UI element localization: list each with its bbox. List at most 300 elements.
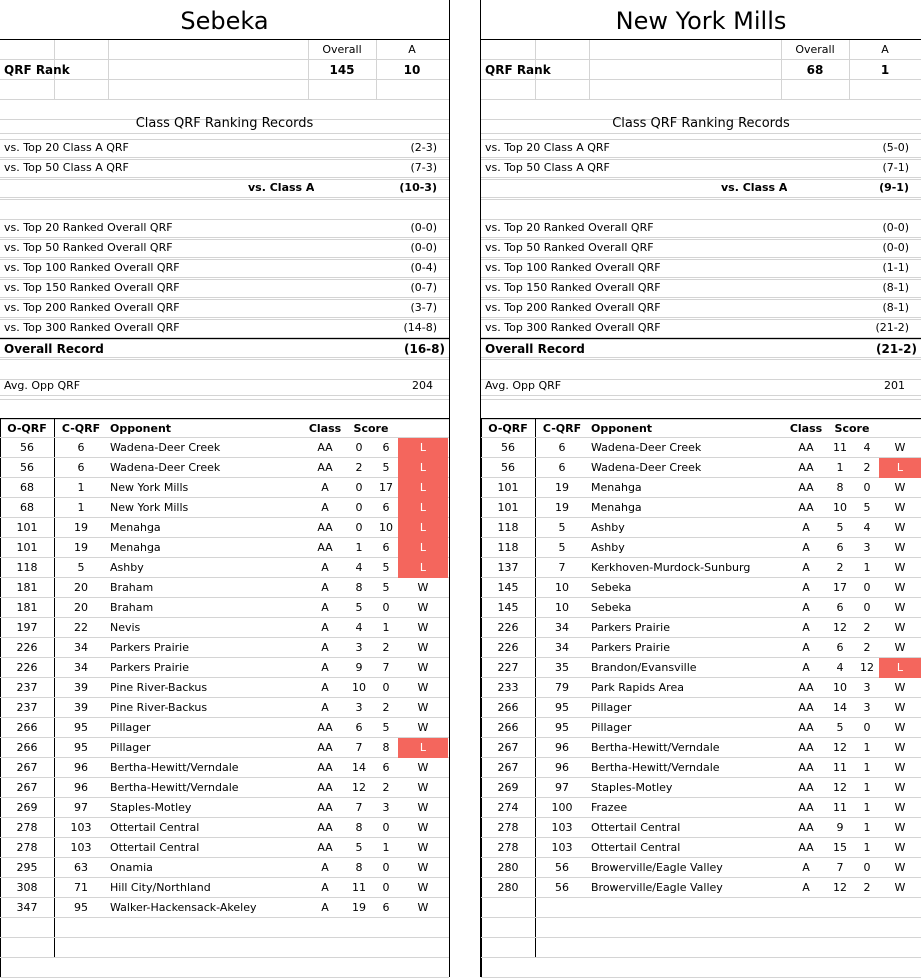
opponent-name: Ottertail Central bbox=[591, 821, 681, 834]
result-badge: W bbox=[894, 601, 906, 614]
qrf-rank-class: 10 bbox=[403, 63, 421, 77]
score-for: 2 bbox=[836, 561, 844, 574]
game-row bbox=[0, 898, 449, 918]
opponent-name: Pillager bbox=[591, 721, 632, 734]
score-against: 5 bbox=[382, 461, 390, 474]
opponent-class: A bbox=[802, 861, 810, 874]
opp-overall-qrf: 56 bbox=[501, 441, 515, 454]
opponent-name: Wadena-Deer Creek bbox=[110, 441, 221, 454]
opponent-class: AA bbox=[798, 741, 814, 754]
score-for: 0 bbox=[355, 481, 363, 494]
grid-row bbox=[0, 60, 449, 80]
opp-class-qrf: 34 bbox=[555, 641, 569, 654]
opp-class-qrf: 20 bbox=[74, 601, 88, 614]
score-for: 14 bbox=[352, 761, 366, 774]
game-row bbox=[481, 658, 921, 678]
score-for: 11 bbox=[352, 881, 366, 894]
record-value: (0-0) bbox=[882, 221, 909, 234]
score-against: 1 bbox=[863, 781, 871, 794]
record-value: (0-7) bbox=[410, 281, 437, 294]
game-row bbox=[481, 758, 921, 778]
score-for: 12 bbox=[833, 621, 847, 634]
score-for: 0 bbox=[355, 441, 363, 454]
score-for: 5 bbox=[836, 521, 844, 534]
score-for: 2 bbox=[355, 461, 363, 474]
opp-overall-qrf: 266 bbox=[497, 721, 519, 734]
opp-overall-qrf: 181 bbox=[16, 581, 38, 594]
opponent-class: AA bbox=[317, 741, 333, 754]
score-for: 6 bbox=[836, 641, 844, 654]
qrf-rank-overall: 145 bbox=[329, 63, 355, 77]
opponent-name: Pine River-Backus bbox=[110, 681, 208, 694]
record-value: (0-4) bbox=[410, 261, 437, 274]
score-for: 8 bbox=[355, 581, 363, 594]
opp-overall-qrf: 267 bbox=[16, 781, 38, 794]
result-badge: L bbox=[398, 498, 448, 518]
score-against: 10 bbox=[379, 521, 393, 534]
result-badge: W bbox=[894, 541, 906, 554]
score-against: 0 bbox=[863, 581, 871, 594]
grid-row bbox=[481, 60, 921, 80]
col-cqrf: C-QRF bbox=[61, 422, 101, 435]
grid-row bbox=[0, 258, 449, 278]
opponent-name: Wadena-Deer Creek bbox=[110, 461, 221, 474]
opp-overall-qrf: 145 bbox=[497, 581, 519, 594]
opponent-class: A bbox=[321, 881, 329, 894]
result-badge: W bbox=[417, 601, 429, 614]
score-against: 1 bbox=[382, 841, 390, 854]
grid-row bbox=[481, 178, 921, 198]
score-for: 19 bbox=[352, 901, 366, 914]
result-badge: L bbox=[398, 538, 448, 558]
result-badge: W bbox=[417, 641, 429, 654]
grid-row bbox=[0, 40, 449, 60]
result-badge: L bbox=[398, 518, 448, 538]
game-row bbox=[0, 498, 449, 518]
opp-overall-qrf: 295 bbox=[16, 861, 38, 874]
opponent-class: A bbox=[802, 601, 810, 614]
score-for: 10 bbox=[833, 681, 847, 694]
opponent-class: AA bbox=[317, 541, 333, 554]
opponent-class: AA bbox=[317, 761, 333, 774]
score-for: 3 bbox=[355, 701, 363, 714]
game-row bbox=[481, 738, 921, 758]
col-class: Class bbox=[308, 422, 342, 435]
empty-row bbox=[0, 938, 449, 958]
opp-overall-qrf: 101 bbox=[497, 501, 519, 514]
record-label: vs. Top 50 Class A QRF bbox=[485, 161, 610, 174]
score-against: 0 bbox=[863, 481, 871, 494]
opponent-name: Parkers Prairie bbox=[591, 641, 671, 654]
opp-class-qrf: 95 bbox=[74, 901, 88, 914]
record-label: vs. Top 50 Class A QRF bbox=[4, 161, 129, 174]
opp-overall-qrf: 308 bbox=[16, 881, 38, 894]
result-badge: W bbox=[894, 821, 906, 834]
opponent-class: A bbox=[321, 641, 329, 654]
opponent-class: A bbox=[321, 501, 329, 514]
record-value: (7-1) bbox=[882, 161, 909, 174]
game-row bbox=[481, 838, 921, 858]
result-badge: W bbox=[417, 761, 429, 774]
qrf-rank-label: QRF Rank bbox=[4, 63, 70, 77]
opp-class-qrf: 56 bbox=[555, 881, 569, 894]
game-row bbox=[0, 598, 449, 618]
score-against: 1 bbox=[863, 561, 871, 574]
record-value: (0-0) bbox=[410, 241, 437, 254]
opponent-class: A bbox=[802, 881, 810, 894]
result-badge: W bbox=[894, 501, 906, 514]
grid-row bbox=[0, 218, 449, 238]
grid-row bbox=[481, 278, 921, 298]
col-opponent: Opponent bbox=[591, 422, 653, 435]
grid-row bbox=[481, 158, 921, 178]
result-badge: L bbox=[398, 458, 448, 478]
opponent-name: Ashby bbox=[591, 541, 625, 554]
score-against: 0 bbox=[863, 861, 871, 874]
grid-row bbox=[0, 114, 449, 134]
score-against: 0 bbox=[382, 821, 390, 834]
score-against: 8 bbox=[382, 741, 390, 754]
opp-overall-qrf: 278 bbox=[16, 821, 38, 834]
opp-overall-qrf: 226 bbox=[497, 641, 519, 654]
result-badge: W bbox=[894, 761, 906, 774]
opponent-class: A bbox=[321, 661, 329, 674]
record-value: (14-8) bbox=[403, 321, 437, 334]
opp-overall-qrf: 137 bbox=[497, 561, 519, 574]
opponent-class: A bbox=[321, 481, 329, 494]
result-badge: L bbox=[398, 438, 448, 458]
opponent-name: Braham bbox=[110, 601, 154, 614]
result-badge: W bbox=[894, 621, 906, 634]
game-row bbox=[481, 438, 921, 458]
opponent-name: New York Mills bbox=[110, 481, 189, 494]
grid-row bbox=[481, 400, 921, 420]
opp-class-qrf: 100 bbox=[551, 801, 573, 814]
avg-opp-label: Avg. Opp QRF bbox=[4, 379, 81, 392]
score-against: 1 bbox=[863, 821, 871, 834]
grid-row bbox=[481, 114, 921, 134]
col-oqrf: O-QRF bbox=[488, 422, 528, 435]
opp-class-qrf: 22 bbox=[74, 621, 88, 634]
score-for: 6 bbox=[355, 721, 363, 734]
opponent-name: Sebeka bbox=[591, 581, 632, 594]
score-against: 0 bbox=[382, 601, 390, 614]
grid-row bbox=[0, 278, 449, 298]
result-badge: W bbox=[894, 881, 906, 894]
score-for: 17 bbox=[833, 581, 847, 594]
opponent-name: Sebeka bbox=[591, 601, 632, 614]
opp-overall-qrf: 274 bbox=[497, 801, 519, 814]
opp-class-qrf: 96 bbox=[74, 761, 88, 774]
opp-class-qrf: 20 bbox=[74, 581, 88, 594]
score-against: 2 bbox=[863, 461, 871, 474]
opponent-class: AA bbox=[798, 841, 814, 854]
opponent-class: AA bbox=[798, 461, 814, 474]
score-for: 7 bbox=[355, 801, 363, 814]
grid-row bbox=[481, 238, 921, 258]
opp-overall-qrf: 233 bbox=[497, 681, 519, 694]
opponent-class: AA bbox=[317, 781, 333, 794]
record-value: (21-2) bbox=[875, 321, 909, 334]
score-against: 17 bbox=[379, 481, 393, 494]
col-opponent: Opponent bbox=[110, 422, 172, 435]
score-against: 6 bbox=[382, 441, 390, 454]
game-row bbox=[0, 858, 449, 878]
opponent-class: AA bbox=[317, 841, 333, 854]
game-row bbox=[481, 858, 921, 878]
opponent-name: Staples-Motley bbox=[110, 801, 192, 814]
game-row bbox=[481, 638, 921, 658]
result-badge: W bbox=[417, 781, 429, 794]
grid-row bbox=[0, 138, 449, 158]
game-row bbox=[0, 758, 449, 778]
vs-class-label: vs. Class A bbox=[721, 181, 788, 194]
opp-class-qrf: 71 bbox=[74, 881, 88, 894]
opp-overall-qrf: 56 bbox=[20, 461, 34, 474]
grid-row bbox=[481, 80, 921, 100]
score-against: 2 bbox=[382, 781, 390, 794]
vs-class-value: (9-1) bbox=[879, 181, 909, 194]
result-badge: W bbox=[417, 681, 429, 694]
grid-row bbox=[0, 200, 449, 220]
opp-class-qrf: 103 bbox=[551, 841, 573, 854]
score-for: 14 bbox=[833, 701, 847, 714]
opp-overall-qrf: 145 bbox=[497, 601, 519, 614]
opponent-class: A bbox=[802, 581, 810, 594]
record-value: (3-7) bbox=[410, 301, 437, 314]
opponent-class: A bbox=[802, 561, 810, 574]
opponent-class: A bbox=[321, 681, 329, 694]
opponent-name: Ottertail Central bbox=[110, 841, 200, 854]
opponent-class: A bbox=[802, 621, 810, 634]
opp-class-qrf: 39 bbox=[74, 701, 88, 714]
score-against: 2 bbox=[863, 881, 871, 894]
score-against: 2 bbox=[863, 621, 871, 634]
game-row bbox=[481, 598, 921, 618]
vs-class-label: vs. Class A bbox=[248, 181, 315, 194]
score-for: 10 bbox=[833, 501, 847, 514]
opponent-class: A bbox=[802, 641, 810, 654]
section-title: Class QRF Ranking Records bbox=[612, 116, 790, 131]
score-against: 5 bbox=[382, 581, 390, 594]
opp-class-qrf: 10 bbox=[555, 601, 569, 614]
opp-overall-qrf: 269 bbox=[16, 801, 38, 814]
result-badge: W bbox=[417, 581, 429, 594]
opponent-class: A bbox=[802, 541, 810, 554]
score-against: 0 bbox=[382, 681, 390, 694]
game-row bbox=[481, 578, 921, 598]
score-against: 0 bbox=[863, 601, 871, 614]
grid-row bbox=[481, 298, 921, 318]
record-value: (8-1) bbox=[882, 281, 909, 294]
score-for: 6 bbox=[836, 541, 844, 554]
result-badge: W bbox=[894, 701, 906, 714]
opponent-name: Wadena-Deer Creek bbox=[591, 461, 702, 474]
game-row bbox=[0, 678, 449, 698]
opponent-class: AA bbox=[317, 461, 333, 474]
score-against: 1 bbox=[863, 801, 871, 814]
opponent-class: AA bbox=[798, 781, 814, 794]
grid-row bbox=[481, 138, 921, 158]
opponent-name: Browerville/Eagle Valley bbox=[591, 861, 723, 874]
grid-row bbox=[0, 298, 449, 318]
score-for: 9 bbox=[836, 821, 844, 834]
col-oqrf: O-QRF bbox=[7, 422, 47, 435]
opp-overall-qrf: 101 bbox=[497, 481, 519, 494]
empty-row bbox=[481, 918, 921, 938]
result-badge: W bbox=[417, 801, 429, 814]
overall-record-value: (16-8) bbox=[404, 342, 445, 356]
result-badge: W bbox=[894, 561, 906, 574]
record-label: vs. Top 150 Ranked Overall QRF bbox=[4, 281, 180, 294]
game-row bbox=[481, 778, 921, 798]
game-row bbox=[481, 518, 921, 538]
overall-record-label: Overall Record bbox=[4, 342, 104, 356]
result-badge: L bbox=[879, 458, 921, 478]
opponent-class: A bbox=[321, 621, 329, 634]
opp-overall-qrf: 118 bbox=[497, 521, 519, 534]
grid-row bbox=[481, 318, 921, 338]
result-badge: W bbox=[417, 861, 429, 874]
opp-overall-qrf: 266 bbox=[16, 721, 38, 734]
col-class: Class bbox=[789, 422, 823, 435]
team-title: Sebeka bbox=[0, 0, 449, 40]
opponent-name: Ottertail Central bbox=[110, 821, 200, 834]
opp-class-qrf: 5 bbox=[558, 541, 566, 554]
col-score: Score bbox=[353, 422, 389, 435]
empty-row bbox=[0, 958, 449, 978]
record-label: vs. Top 20 Ranked Overall QRF bbox=[4, 221, 173, 234]
opp-class-qrf: 1 bbox=[77, 481, 85, 494]
opponent-name: Parkers Prairie bbox=[591, 621, 671, 634]
opponent-name: Walker-Hackensack-Akeley bbox=[110, 901, 257, 914]
qrf-rank-overall: 68 bbox=[806, 63, 824, 77]
record-label: vs. Top 100 Ranked Overall QRF bbox=[485, 261, 661, 274]
avg-opp-value: 204 bbox=[412, 379, 433, 392]
overall-header: Overall bbox=[795, 43, 835, 56]
score-against: 1 bbox=[863, 741, 871, 754]
opponent-class: AA bbox=[798, 721, 814, 734]
opp-overall-qrf: 278 bbox=[497, 821, 519, 834]
score-against: 0 bbox=[382, 881, 390, 894]
record-label: vs. Top 200 Ranked Overall QRF bbox=[4, 301, 180, 314]
opponent-name: Wadena-Deer Creek bbox=[591, 441, 702, 454]
result-badge: W bbox=[894, 861, 906, 874]
opponent-class: AA bbox=[317, 801, 333, 814]
game-row bbox=[481, 458, 921, 478]
result-badge: W bbox=[417, 721, 429, 734]
opp-overall-qrf: 267 bbox=[16, 761, 38, 774]
col-cqrf: C-QRF bbox=[542, 422, 582, 435]
opp-class-qrf: 34 bbox=[555, 621, 569, 634]
opp-overall-qrf: 347 bbox=[16, 901, 38, 914]
grid-row bbox=[0, 400, 449, 420]
score-against: 6 bbox=[382, 541, 390, 554]
opp-class-qrf: 63 bbox=[74, 861, 88, 874]
game-row bbox=[0, 698, 449, 718]
score-against: 7 bbox=[382, 661, 390, 674]
grid-row bbox=[0, 338, 449, 358]
record-label: vs. Top 300 Ranked Overall QRF bbox=[4, 321, 180, 334]
opp-overall-qrf: 197 bbox=[16, 621, 38, 634]
opponent-name: Menahga bbox=[110, 521, 161, 534]
opp-overall-qrf: 226 bbox=[16, 661, 38, 674]
grid-row bbox=[0, 418, 449, 438]
game-row bbox=[0, 558, 449, 578]
opponent-name: Ottertail Central bbox=[591, 841, 681, 854]
score-against: 4 bbox=[863, 521, 871, 534]
game-row bbox=[481, 818, 921, 838]
opp-class-qrf: 103 bbox=[70, 841, 92, 854]
score-for: 8 bbox=[355, 861, 363, 874]
opp-overall-qrf: 101 bbox=[16, 541, 38, 554]
opponent-name: Ashby bbox=[591, 521, 625, 534]
opponent-class: AA bbox=[798, 821, 814, 834]
vs-class-value: (10-3) bbox=[399, 181, 437, 194]
game-row bbox=[481, 678, 921, 698]
score-for: 11 bbox=[833, 801, 847, 814]
opponent-name: Nevis bbox=[110, 621, 141, 634]
game-row bbox=[481, 798, 921, 818]
game-row bbox=[0, 638, 449, 658]
result-badge: W bbox=[417, 881, 429, 894]
result-badge: W bbox=[894, 521, 906, 534]
record-value: (5-0) bbox=[882, 141, 909, 154]
score-against: 3 bbox=[863, 681, 871, 694]
opp-class-qrf: 95 bbox=[74, 741, 88, 754]
opponent-name: Frazee bbox=[591, 801, 628, 814]
record-label: vs. Top 100 Ranked Overall QRF bbox=[4, 261, 180, 274]
opp-overall-qrf: 237 bbox=[16, 701, 38, 714]
game-row bbox=[481, 558, 921, 578]
grid-row bbox=[0, 178, 449, 198]
result-badge: W bbox=[894, 741, 906, 754]
score-for: 4 bbox=[836, 661, 844, 674]
grid-row bbox=[481, 338, 921, 358]
avg-opp-label: Avg. Opp QRF bbox=[485, 379, 562, 392]
game-row bbox=[0, 738, 449, 758]
opponent-class: A bbox=[321, 861, 329, 874]
game-row bbox=[0, 518, 449, 538]
record-label: vs. Top 20 Ranked Overall QRF bbox=[485, 221, 654, 234]
record-label: vs. Top 50 Ranked Overall QRF bbox=[485, 241, 654, 254]
grid-row bbox=[0, 80, 449, 100]
score-for: 8 bbox=[836, 481, 844, 494]
opp-overall-qrf: 237 bbox=[16, 681, 38, 694]
score-against: 12 bbox=[860, 661, 874, 674]
opp-class-qrf: 79 bbox=[555, 681, 569, 694]
opp-overall-qrf: 68 bbox=[20, 501, 34, 514]
opp-class-qrf: 95 bbox=[74, 721, 88, 734]
opp-overall-qrf: 118 bbox=[497, 541, 519, 554]
score-for: 12 bbox=[833, 781, 847, 794]
result-badge: W bbox=[894, 801, 906, 814]
score-against: 2 bbox=[382, 701, 390, 714]
game-row bbox=[0, 718, 449, 738]
opp-overall-qrf: 267 bbox=[497, 761, 519, 774]
opp-class-qrf: 10 bbox=[555, 581, 569, 594]
opp-overall-qrf: 278 bbox=[497, 841, 519, 854]
score-for: 5 bbox=[836, 721, 844, 734]
opp-class-qrf: 1 bbox=[77, 501, 85, 514]
opp-class-qrf: 19 bbox=[555, 481, 569, 494]
opponent-class: A bbox=[321, 561, 329, 574]
opp-class-qrf: 96 bbox=[74, 781, 88, 794]
col-score: Score bbox=[834, 422, 870, 435]
record-value: (7-3) bbox=[410, 161, 437, 174]
score-for: 6 bbox=[836, 601, 844, 614]
grid-row bbox=[0, 318, 449, 338]
